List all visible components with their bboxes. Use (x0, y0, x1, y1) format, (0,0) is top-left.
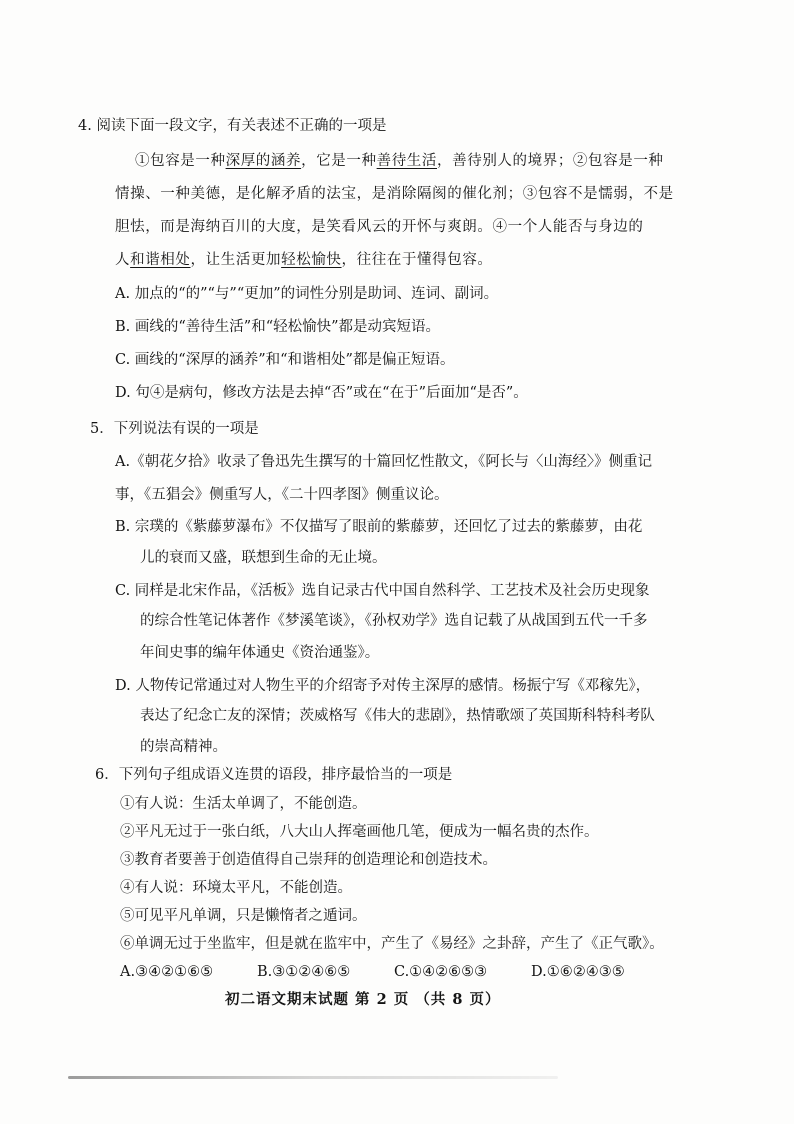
q4-passage-line-3: 胆怯，而是海纳百川的大度，是笑看风云的开怀与爽朗。④一个人能否与身边的 (115, 219, 644, 235)
q5-line-6: 的综合性笔记体著作《梦溪笔谈》，《孙权劝学》选自记载了从战国到五代一千多 (140, 613, 648, 629)
q4-stem: 4. 阅读下面一段文字，有关表述不正确的一项是 (78, 118, 387, 134)
underline-treat-life-well: 善待生活 (376, 153, 438, 169)
q6-option-c: C.①④②⑥⑤③ (394, 964, 488, 980)
q5-line-1: A.《朝花夕拾》收录了鲁迅先生撰写的十篇回忆性散文，《阿长与〈山海经〉》侧重记 (115, 454, 653, 470)
q6-sentence-3: ③教育者要善于创造值得自己崇拜的创造理论和创造技术。 (120, 852, 497, 868)
q4-passage-line-2: 情操、一种美德，是化解矛盾的法宝，是消除隔阂的催化剂；③包容不是懦弱，不是 (115, 186, 674, 202)
q6-option-b: B.③①②④⑥⑤ (257, 964, 351, 980)
underline-deep-cultivation: 深厚的涵养 (225, 153, 302, 169)
q6-option-a: A.③④②①⑥⑤ (120, 964, 214, 980)
q6-sentence-1: ①有人说：生活太单调了，不能创造。 (120, 796, 367, 812)
q4-option-c: C. 画线的“深厚的涵养”和“和谐相处”都是偏正短语。 (115, 352, 455, 368)
q5-line-2: 事，《五猖会》侧重写人，《二十四孝图》侧重议论。 (115, 487, 449, 503)
q6-sentence-5: ⑤可见平凡单调，只是懒惰者之遁词。 (120, 908, 367, 924)
q4-passage-line-1: ①包容是一种深厚的涵养，它是一种善待生活，善待别人的境界；②包容是一种 (135, 153, 664, 169)
q4-option-b: B. 画线的“善待生活”和“轻松愉快”都是动宾短语。 (115, 319, 441, 335)
q5-line-3: B. 宗璞的《紫藤萝瀑布》不仅描写了眼前的紫藤萝，还回忆了过去的紫藤萝，由花 (115, 519, 643, 535)
q6-options (120, 962, 625, 982)
scan-artifact-line (68, 1076, 558, 1079)
q5-stem: 5．下列说法有误的一项是 (90, 421, 259, 437)
q6-option-d: D.①⑥②④③⑤ (531, 964, 625, 980)
q5-line-5: C. 同样是北宋作品，《活板》选自记录古代中国自然科学、工艺技术及社会历史现象 (115, 583, 650, 599)
q4-option-d: D. 句④是病句，修改方法是去掉“否”或在“在于”后面加“是否”。 (115, 385, 528, 401)
q6-sentence-6: ⑥单调无过于坐监牢，但是就在监牢中，产生了《易经》之卦辞，产生了《正气歌》。 (120, 936, 664, 952)
underline-harmony: 和谐相处 (130, 252, 191, 268)
q5-line-9: 表达了纪念亡友的深情；茨威格写《伟大的悲剧》，热情歌颂了英国斯科特科考队 (140, 708, 655, 724)
page-footer: 初二语文期末试题 第 2 页 （共 8 页） (225, 991, 501, 1008)
q6-stem: 6．下列句子组成语义连贯的语段，排序最恰当的一项是 (95, 767, 453, 783)
underline-relaxed-happy: 轻松愉快 (281, 252, 342, 268)
q5-line-7: 年间史事的编年体通史《资治通鉴》。 (140, 645, 380, 661)
q5-line-4: 儿的衰而又盛，联想到生命的无止境。 (140, 550, 387, 566)
q6-sentence-2: ②平凡无过于一张白纸，八大山人挥毫画他几笔，便成为一幅名贵的杰作。 (120, 824, 599, 840)
q6-sentence-4: ④有人说：环境太平凡，不能创造。 (120, 880, 352, 896)
q5-line-8: D. 人物传记常通过对人物生平的介绍寄予对传主深厚的感情。杨振宁写《邓稼先》， (115, 678, 651, 694)
q5-line-10: 的崇高精神。 (140, 739, 227, 755)
q4-option-a: A. 加点的“的”“与”“更加”的词性分别是助词、连词、副词。 (115, 286, 499, 302)
q4-passage-line-4: 人和谐相处，让生活更加轻松愉快，往往在于懂得包容。 (115, 252, 493, 268)
